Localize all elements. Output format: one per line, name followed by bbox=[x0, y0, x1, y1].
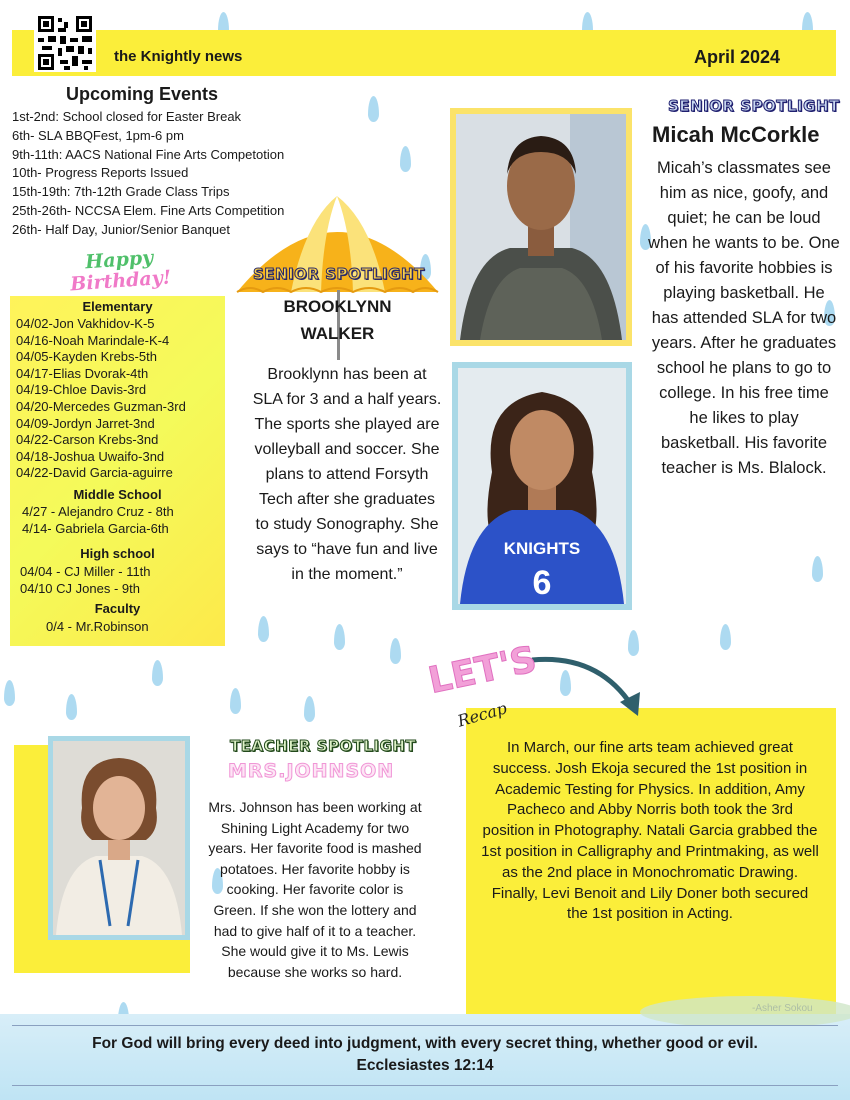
high-school-birthday-list bbox=[20, 564, 151, 597]
event-item: 15th-19th: 7th-12th Grade Class Trips bbox=[12, 184, 230, 200]
footer-verse bbox=[20, 1033, 830, 1077]
list-item: 04/20-Mercedes Guzman-3rd bbox=[16, 398, 186, 414]
footer-divider-top bbox=[12, 1025, 838, 1026]
teacher-photo bbox=[48, 736, 190, 940]
brooklynn-first-name: BROOKLYNN bbox=[283, 297, 392, 316]
elementary-birthday-list bbox=[16, 316, 186, 482]
event-item: 6th- SLA BBQFest, 1pm-6 pm bbox=[12, 127, 184, 143]
middle-school-birthday-list bbox=[22, 504, 174, 537]
faculty-birthday-list bbox=[46, 619, 149, 636]
events-heading: Upcoming Events bbox=[66, 84, 219, 104]
event-item: 25th-26th- NCCSA Elem. Fine Arts Competition bbox=[12, 202, 285, 218]
lets-text: LET'S bbox=[424, 639, 541, 702]
birthday-title-line1: Happy bbox=[84, 246, 154, 274]
issue-date: April 2024 bbox=[694, 47, 781, 67]
jersey-number: 6 bbox=[532, 564, 552, 602]
high-school-heading: High school bbox=[80, 546, 155, 561]
faculty-heading: Faculty bbox=[94, 601, 141, 616]
jersey-text: KNIGHTS bbox=[503, 539, 581, 558]
elementary-heading: Elementary bbox=[82, 299, 153, 314]
list-item: 04/16-Noah Marindale-K-4 bbox=[16, 332, 170, 348]
list-item: 04/10 CJ Jones - 9th bbox=[20, 580, 140, 596]
brooklynn-spotlight-label: SENIOR SPOTLIGHT bbox=[253, 265, 425, 283]
list-item: 04/04 - CJ Miller - 11th bbox=[20, 564, 151, 579]
water-splash-decoration bbox=[630, 986, 850, 1026]
list-item: 04/05-Kayden Krebs-5th bbox=[16, 349, 157, 365]
micah-story: Micah’s classmates see him as nice, goofy, and quiet; he can be loud when he wants to be. One of his favorite hobbies is playing basketball. He has attended SLA for two years. After he graduates school he plans to go to college. In his free time he likes to play basketball. His favorite teacher is Ms. Blalock. bbox=[648, 159, 840, 477]
verse-reference: Ecclesiastes 12:14 bbox=[356, 1057, 494, 1074]
verse-text: For God will bring every deed into judgment, with every secret thing, whether good or evil. bbox=[92, 1035, 758, 1052]
list-item: 4/14- Gabriela Garcia-6th bbox=[22, 520, 169, 536]
event-item: 10th- Progress Reports Issued bbox=[12, 165, 189, 181]
teacher-name: MRS.JOHNSON bbox=[228, 760, 395, 782]
list-item: 4/27 - Alejandro Cruz - 8th bbox=[22, 504, 174, 519]
micah-photo bbox=[450, 108, 632, 346]
recap-script-text: Recap bbox=[455, 698, 509, 731]
brooklynn-name bbox=[255, 293, 420, 347]
newsletter-name: the Knightly news bbox=[114, 48, 243, 65]
umbrella-icon bbox=[235, 192, 440, 302]
brooklynn-story: Brooklynn has been at SLA for 3 and a half years. The sports she played are volleyball and soccer. She plans to attend Forsyth Tech after she graduates to study Sonography. She says to “have fun and live in the moment.” bbox=[252, 366, 442, 583]
list-item: 04/17-Elias Dvorak-4th bbox=[16, 365, 149, 381]
brooklynn-last-name: WALKER bbox=[300, 324, 375, 343]
event-item: 26th- Half Day, Junior/Senior Banquet bbox=[12, 221, 230, 237]
qr-code-icon bbox=[34, 14, 96, 72]
arrow-icon bbox=[528, 650, 648, 720]
event-item: 9th-11th: AACS National Fine Arts Competotion bbox=[12, 146, 285, 162]
list-item: 04/22-Carson Krebs-3nd bbox=[16, 432, 159, 448]
micah-spotlight-label: SENIOR SPOTLIGHT bbox=[668, 97, 840, 115]
list-item: 04/19-Chloe Davis-3rd bbox=[16, 382, 147, 398]
list-item: 0/4 - Mr.Robinson bbox=[46, 619, 149, 634]
birthday-title-line2: Birthday! bbox=[69, 266, 172, 296]
birthday-title bbox=[59, 246, 182, 296]
teacher-story: Mrs. Johnson has been working at Shining Light Academy for two years. Her favorite food is mashed potatoes. Her favorite hobby is cooking. Her favorite color is Green. If she won the lottery and had to give half of it to a teacher. She would give it to Ms. Lewis because she works so hard. bbox=[208, 799, 422, 980]
footer-divider-bottom bbox=[12, 1085, 838, 1086]
list-item: 04/09-Jordyn Jarret-3nd bbox=[16, 415, 155, 431]
brooklynn-photo bbox=[452, 362, 632, 610]
teacher-spotlight-label: TEACHER SPOTLIGHT bbox=[230, 737, 417, 755]
list-item: 04/02-Jon Vakhidov-K-5 bbox=[16, 316, 155, 331]
recap-story: In March, our fine arts team achieved great success. Josh Ekoja secured the 1st position in Academic Testing for Physics. In addition, Amy Pacheco and Abby Norris both took the 3rd position in Photography. Natali Garcia grabbed the 1st position in Calligraphy and Printmaking, as well as the 2nd place in Monochromatic Drawing. Finally, Levi Benoit and Lily Doner both secured the 1st position in Acting. bbox=[481, 739, 819, 923]
list-item: 04/22-David Garcia-aguirre bbox=[16, 465, 173, 481]
event-item: 1st-2nd: School closed for Easter Break bbox=[12, 109, 242, 124]
micah-name: Micah McCorkle bbox=[652, 122, 820, 147]
middle-school-heading: Middle School bbox=[73, 487, 162, 502]
list-item: 04/18-Joshua Uwaifo-3nd bbox=[16, 448, 165, 464]
